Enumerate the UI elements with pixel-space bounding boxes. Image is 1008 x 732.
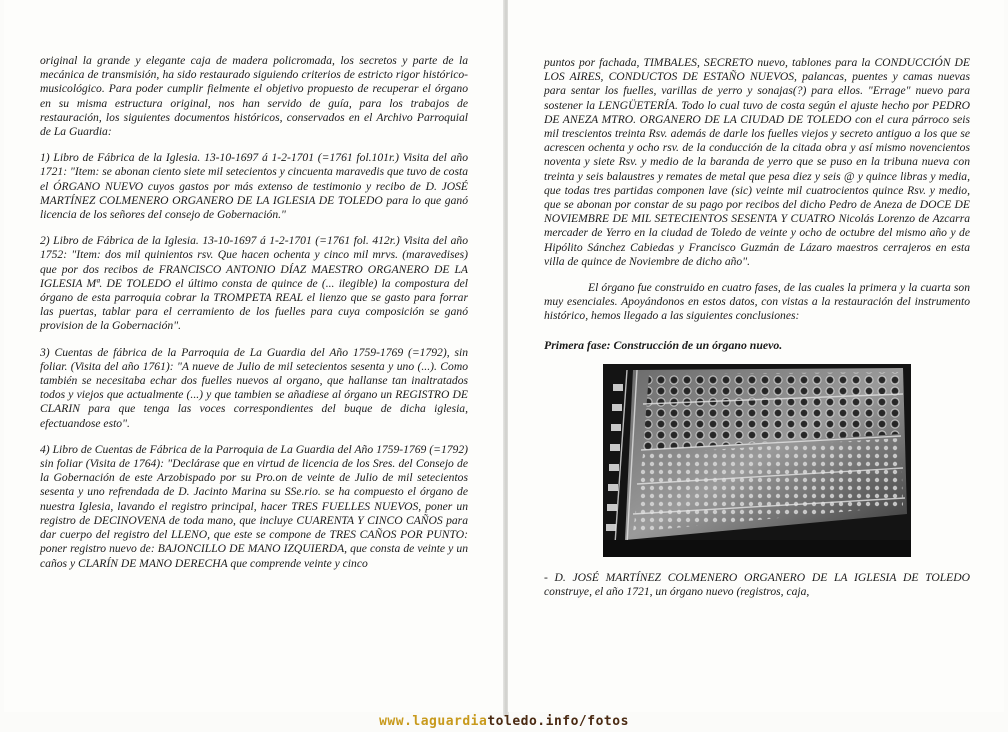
document-entry-4: 4) Libro de Cuentas de Fábrica de la Parroquia de La Guardia del Año 1759-1769 (=1792) sin foliar (Visita de 1764): "Declárase que en virtud de licencia de los Sres. del Consejo de la Gobernación de este Arzobispado por su Pro.on de veinte de Julio de mil setecientos sesenta y uno refrendada de D. Jacinto Marina su SSe.rio. se ha compuesto el órgano de nuestra Iglesia, lavando el registro principal, hacer TRES FUELLES NUEVOS, poner un registro de DECINOVENA de toda mano, que incluye CUARENTA Y CINCO CAÑOS para dar cuerpo del registro del LLENO, que este se compone de TRES CAÑOS POR PUNTO: poner registro nuevo de: BAJONCILLO DE MANO IZQUIERDA, que consta de veinte y un caños y CLARÍN DE MANO DERECHA que comprende veinte y cinco [40, 442, 468, 570]
left-page [4, 0, 504, 712]
first-phase-heading: Primera fase: Construcción de un órgano nuevo. [544, 337, 783, 352]
colmenero-paragraph: - D. JOSÉ MARTÍNEZ COLMENERO ORGANERO DE LA IGLESIA DE TOLEDO construye, el año 1721, un órgano nuevo (registros, caja, [544, 570, 970, 599]
phases-paragraph: El órgano fue construido en cuatro fases, de las cuales la primera y la cuarta son muy esenciales. Apoyándonos en estos datos, con vistas a la restauración del instrumento histórico, hemos llegado a las siguientes conclusiones: [544, 281, 970, 323]
document-entry-1: 1) Libro de Fábrica de la Iglesia. 13-10-1697 á 1-2-1701 (=1761 fol.101r.) Visita del año 1721: "Item: se abonan ciento siete mil setecientos y cincuenta maravedis que tuvo de costa el ÓRGANO NUEVO cuyos gastos por más extenso de testimonio y recibo de D. JOSÉ MARTÍNEZ COLMENERO ORGANERO DE LA IGLESIA DE TOLEDO para lo que ganó licencia de los señores del consejo de Gobernación." [40, 151, 468, 222]
website-watermark [0, 712, 1008, 732]
watermark-part-1: www.laguardia [379, 714, 488, 729]
organ-wind-chest-photo [603, 364, 911, 557]
document-entry-3: 3) Cuentas de fábrica de la Parroquia de La Guardia del Año 1759-1769 (=1792), sin foliar. (Visita del año 1761): "A nueve de Julio de mil setecientos sesenta y uno (...). Como también se necesitaba echar dos fuelles nuevos al organo, que hallanse tan inaltratados todos y viejos que actualmente (...) y que tambien se añadiese al órgano un REGISTRO DE CLARIN para que tenga las voces correspondientes del buque de dicha iglesia, efectuandose esto". [40, 345, 468, 430]
document-entry-2: 2) Libro de Fábrica de la Iglesia. 13-10-1697 á 1-2-1701 (=1761 fol. 412r.) Visita del año 1752: "Item: dos mil quinientos rsv. Que hacen ochenta y cinco mil mrvs. (maravedises) que por dos recibos de FRANCISCO ANTONIO DÍAZ MAESTRO ORGANERO DE LA IGLESIA Mª. DE TOLEDO el último consta de quince de (... ilegible) la compostura del órgano de esta parroquia cobrar la TROMPETA REAL el lienzo que se gasto para forrar las puertas, tablar para el cerramiento de los fuelles para cuya composición se ganó provision de la Gobernación". [40, 234, 468, 333]
right-page-text [544, 56, 970, 611]
watermark-part-2: toledo.info/fotos [487, 714, 629, 729]
left-page-text [40, 54, 468, 583]
intro-paragraph: original la grande y elegante caja de madera policromada, los secretos y parte de la mecánica de transmisión, ha sido restaurado siguiendo criterios de estricto rigor histórico-musicológico. Para poder cumplir fielmente el objetivo propuesto de recuperar el órgano en su misma estructura original, nos han servido de guía, para los trabajos de restauración, los siguientes documentos históricos, conservados en el Archivo Parroquial de La Guardia: [40, 54, 468, 139]
document-entry-4-continued: puntos por fachada, TIMBALES, SECRETO nuevo, tablones para la CONDUCCIÓN DE LOS AIRES, CONDUCTOS DE ESTAÑO NUEVOS, palancas, puentes y camas nuevas para sentar los fuelles, varillas de yerro y sonajas(?) para ellos. "Errage" nuevo para sostener la LENGÜETERÍA. Todo lo cual tuvo de costa según el ajuste hecho por PEDRO DE ANEZA MTRO. ORGANERO DE LA CIUDAD DE TOLEDO con el cura párroco seis mil trescientos treinta Rsv. además de darle los fuelles viejos y secreto antiguo a los que se acrescen ochenta y ocho rsv. de la conducción de la citada obra y así mismo novencientos noventa y siete Rsv. y medio de la baranda de yerro que se puso en la tribuna nueva con treinta y seis balaustres y remates de metal que pesa diez y seis @ y quince libras y media, que todas tres partidas componen lave (sic) veinte mil cuatrocientos quince Rsv. y medio, que se abonan por constar de su pago por recibos del dicho Pedro de Aneza de DOCE DE NOVIEMBRE DE MIL SETECIENTOS SESENTA Y CUATRO Nicolás Lorenzo de Azcarra mercader de Yerro en la ciudad de Toledo de veinte y ocho de octubre del mismo año y de Hipólito Sánchez Cabiedas y Francisco Guzmán de Lázaro maestros cerrajeros en esta villa de quince de Noviembre de dicho año". [544, 56, 970, 268]
organ-photo-drawing [603, 364, 911, 557]
right-page [508, 0, 1004, 712]
